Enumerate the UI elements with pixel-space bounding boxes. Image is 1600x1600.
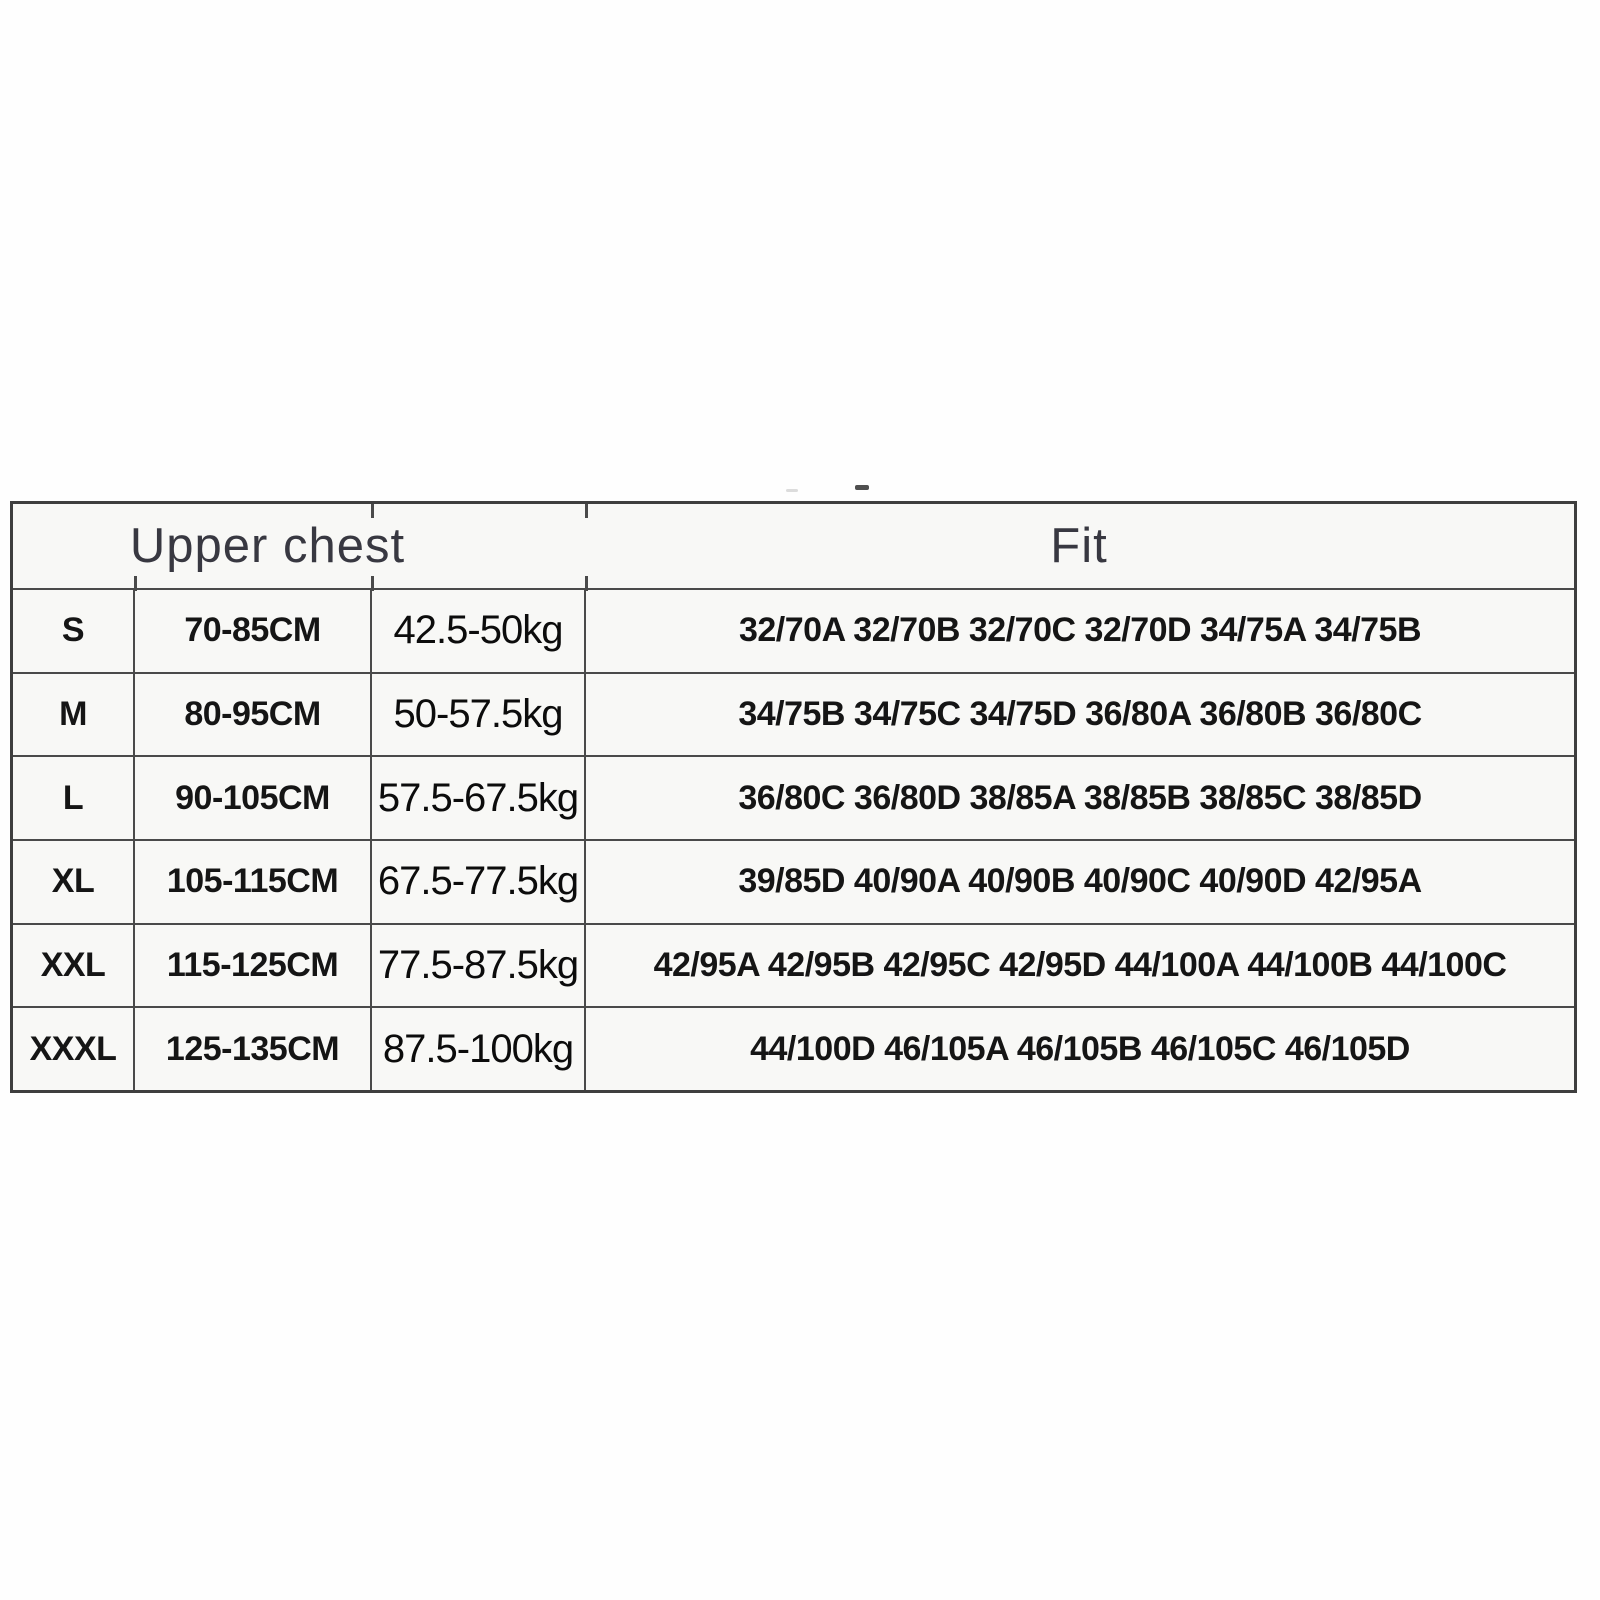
size-label: XXL — [40, 945, 106, 984]
grid-tick — [585, 504, 588, 518]
fit-cell — [584, 923, 1574, 1007]
fit-cell — [584, 588, 1574, 672]
chest-range: 80-95CM — [184, 694, 321, 733]
fit-sizes: 34/75B 34/75C 34/75D 36/80A 36/80B 36/80C — [738, 694, 1422, 733]
fit-sizes: 44/100D 46/105A 46/105B 46/105C 46/105D — [750, 1029, 1410, 1068]
weight-range: 50-57.5kg — [393, 691, 563, 736]
chest-range: 105-115CM — [166, 862, 339, 901]
fit-sizes: 32/70A 32/70B 32/70C 32/70D 34/75A 34/75B — [738, 611, 1422, 650]
size-label: XXXL — [29, 1029, 117, 1068]
size-cell — [13, 923, 133, 1007]
chest-cell — [133, 755, 370, 839]
size-cell — [13, 588, 133, 672]
size-chart-table — [10, 501, 1577, 1093]
fit-sizes: 42/95A 42/95B 42/95C 42/95D 44/100A 44/100B 44/100C — [653, 945, 1507, 984]
chest-cell — [133, 672, 370, 756]
chest-range: 70-85CM — [184, 611, 321, 650]
weight-cell — [370, 588, 584, 672]
chest-cell — [133, 1006, 370, 1090]
size-label: M — [59, 694, 87, 733]
weight-range: 67.5-77.5kg — [377, 859, 579, 904]
fit-cell — [584, 839, 1574, 923]
weight-cell — [370, 755, 584, 839]
grid-tick — [371, 576, 374, 591]
header-upper-chest — [13, 504, 584, 588]
size-label: XL — [51, 862, 95, 901]
size-cell — [13, 672, 133, 756]
weight-cell — [370, 923, 584, 1007]
size-label: S — [61, 611, 85, 650]
size-cell — [13, 839, 133, 923]
stray-smudge — [786, 489, 798, 492]
fit-cell — [584, 672, 1574, 756]
weight-range: 57.5-67.5kg — [377, 775, 579, 820]
grid-tick — [134, 576, 137, 591]
grid-tick — [585, 576, 588, 591]
weight-range: 77.5-87.5kg — [377, 942, 579, 987]
header-fit — [584, 504, 1574, 588]
weight-cell — [370, 672, 584, 756]
weight-cell — [370, 1006, 584, 1090]
header-fit-label: Fit — [1050, 519, 1108, 573]
header-upper-chest-label: Upper chest — [129, 519, 406, 573]
stray-mark — [855, 485, 869, 490]
chest-cell — [133, 839, 370, 923]
size-cell — [13, 755, 133, 839]
weight-range: 87.5-100kg — [382, 1026, 574, 1071]
chest-cell — [133, 588, 370, 672]
size-cell — [13, 1006, 133, 1090]
chest-range: 90-105CM — [175, 778, 330, 817]
chest-range: 125-135CM — [165, 1029, 340, 1068]
fit-cell — [584, 1006, 1574, 1090]
grid-tick — [371, 504, 374, 518]
fit-sizes: 36/80C 36/80D 38/85A 38/85B 38/85C 38/85D — [738, 778, 1422, 817]
size-label: L — [62, 778, 84, 817]
chest-cell — [133, 923, 370, 1007]
chest-range: 115-125CM — [166, 945, 339, 984]
fit-cell — [584, 755, 1574, 839]
weight-cell — [370, 839, 584, 923]
fit-sizes: 39/85D 40/90A 40/90B 40/90C 40/90D 42/95A — [738, 862, 1422, 901]
weight-range: 42.5-50kg — [393, 608, 563, 653]
